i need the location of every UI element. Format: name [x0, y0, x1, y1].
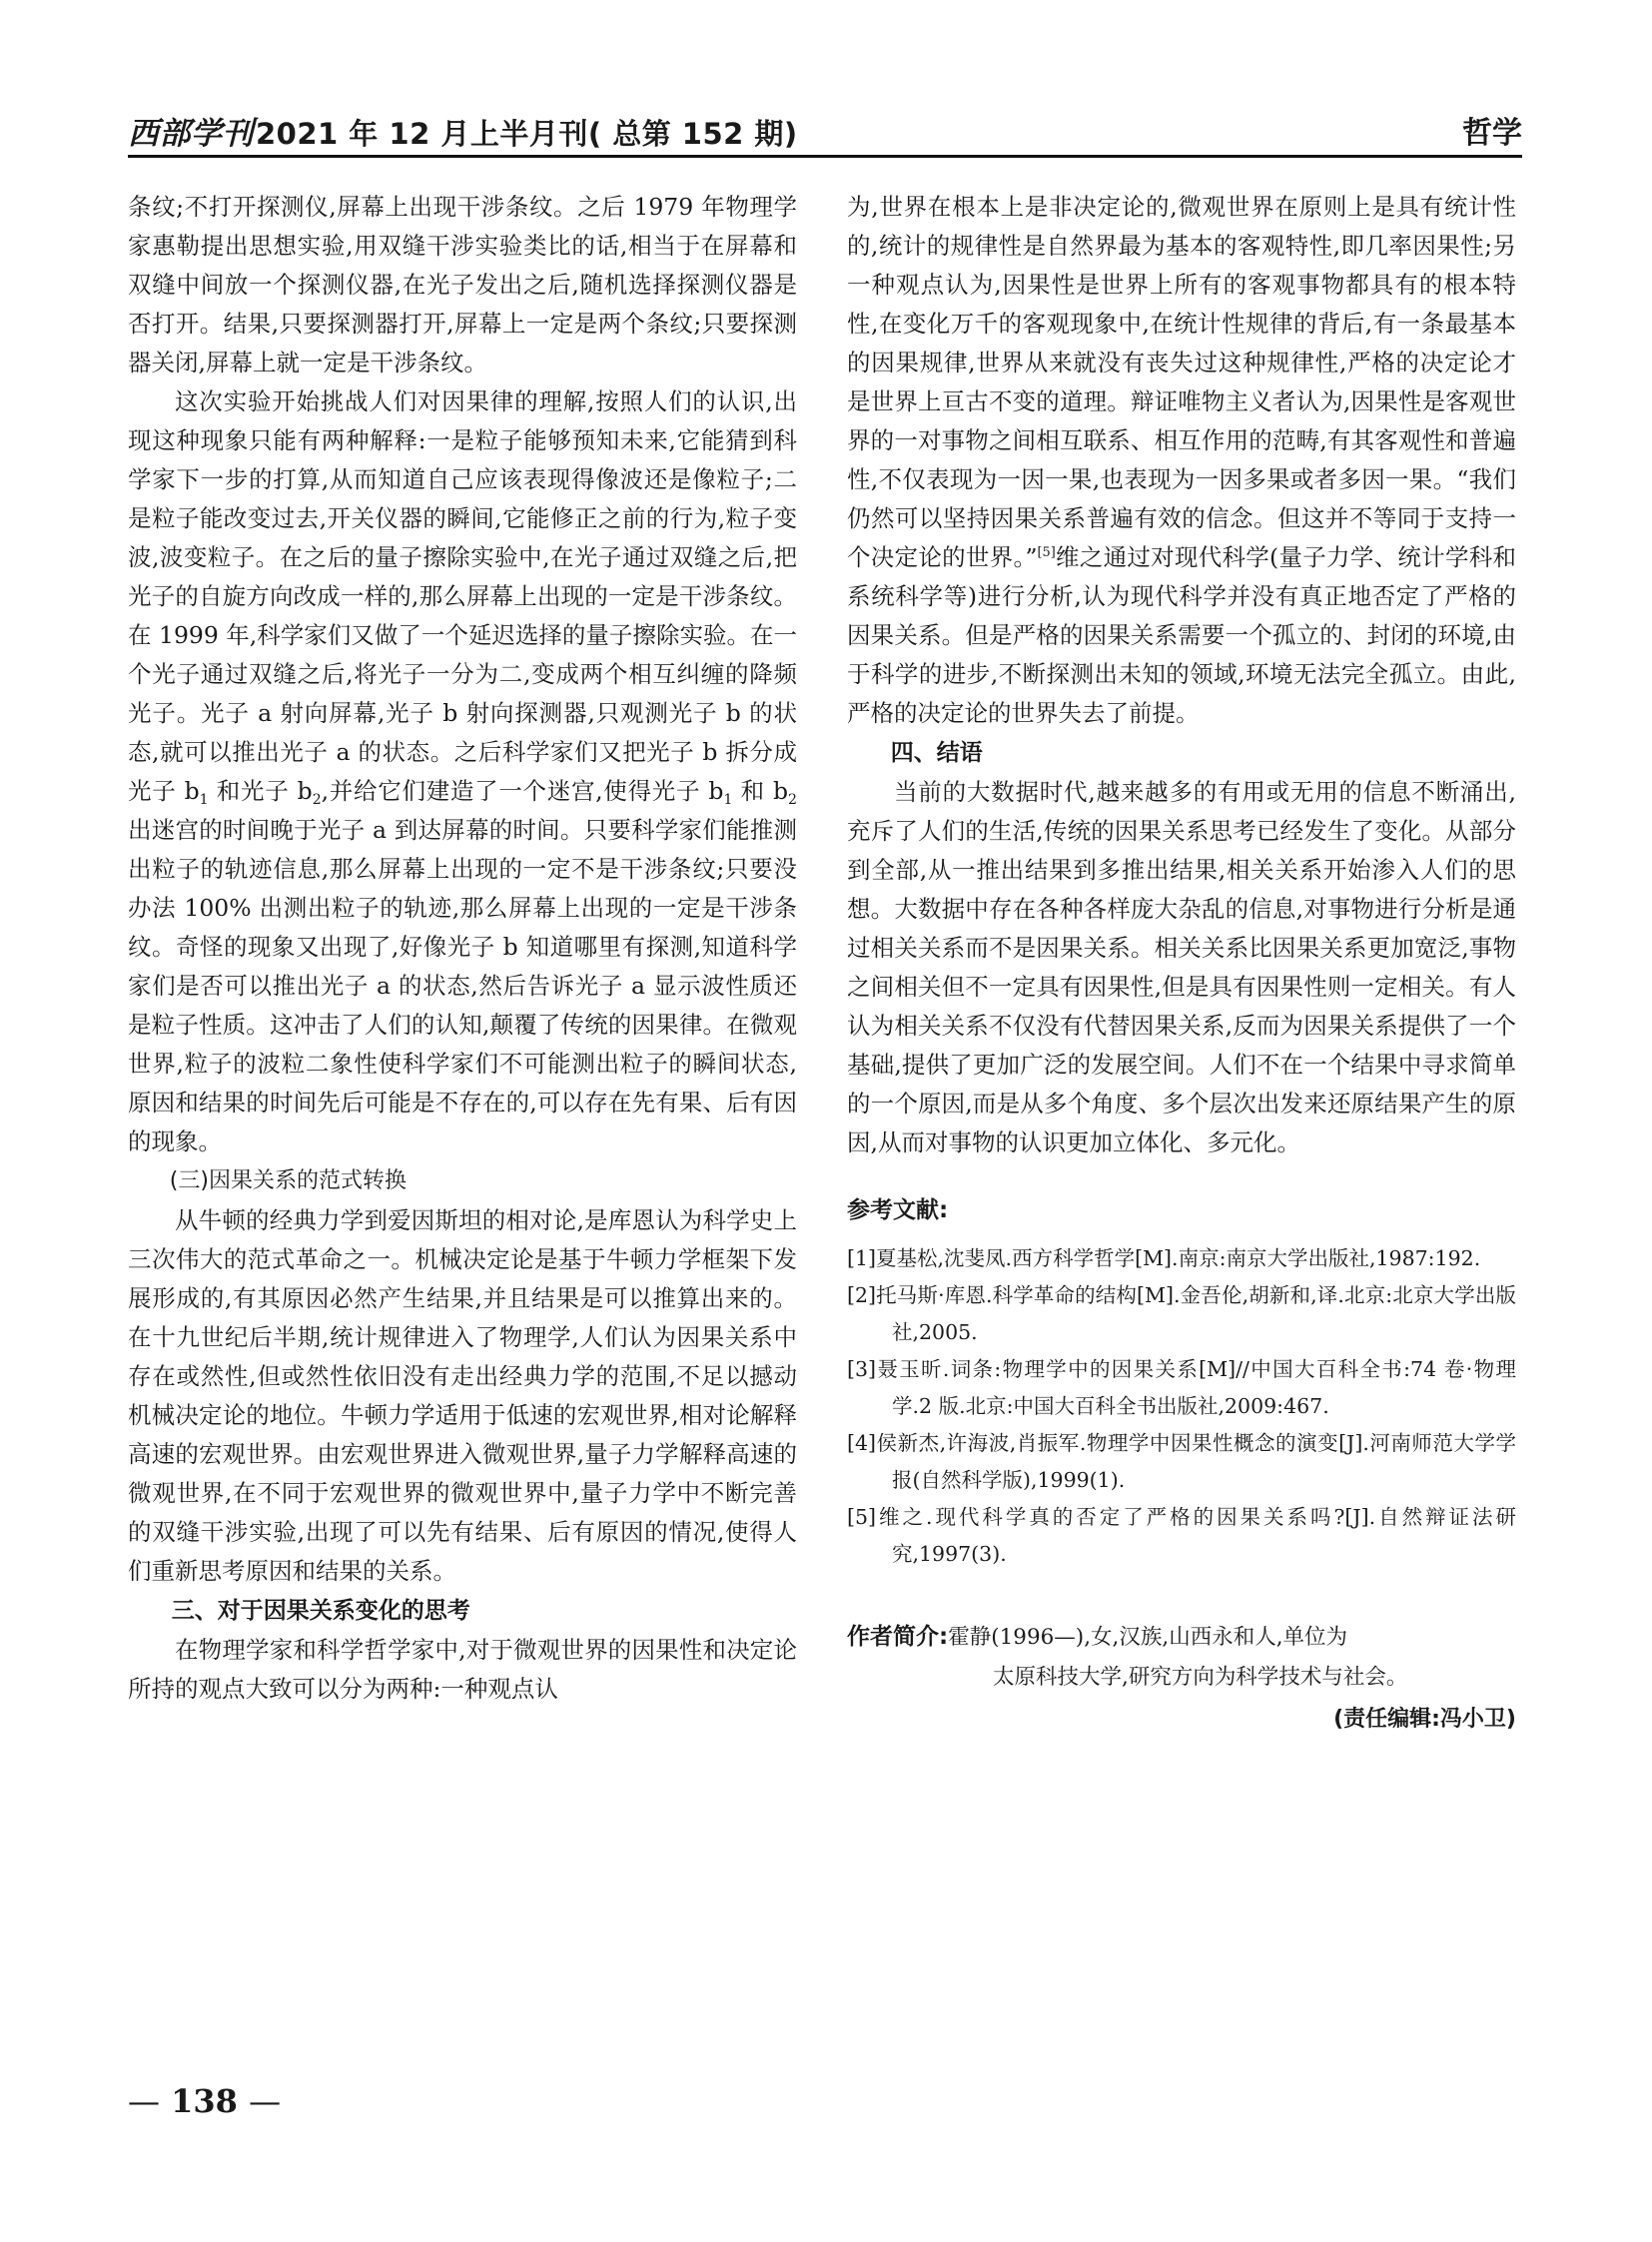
- reference-item: [1]夏基松,沈斐凤.西方科学哲学[M].南京:南京大学出版社,1987:192.: [847, 1246, 1481, 1270]
- subsection-heading: (三)因果关系的范式转换: [169, 1168, 407, 1193]
- left-column: [128, 188, 797, 1709]
- paragraph: 这次实验开始挑战人们对因果律的理解,按照人们的认识,出现这种现象只能有两种解释:一是粒子能够预知未来,它能猜到科学家下一步的打算,从而知道自己应该表现得像波还是像粒子;二是粒子能改变过去,开关仪器的瞬间,它能修正之前的行为,粒子变波,波变粒子。在之后的量子擦除实验中,在光子通过双缝之后,把光子的自旋方向改成一样的,那么屏幕上出现的一定是干涉条纹。在 1999 年,科学家们又做了一个延迟选择的量子擦除实验。在一个光子通过双缝之后,将光子一分为二,变成两个相互纠缠的降频光子。光子 a 射向屏幕,光子 b 射向探测器,只观测光子 b 的状态,就可以推出光子 a 的状态。之后科学家们又把光子 b 拆分成光子 $b_1$ 和光子 $b_2$,并给它们建造了一个迷宫,使得光子 $b_1$ 和 $b_2$ 出迷宫的时间晚于光子 a 到达屏幕的时间。只要科学家们能推测出粒子的轨迹信息,那么屏幕上出现的一定不是干涉条纹;只要没办法 100% 出测出粒子的轨迹,那么屏幕上出现的一定是干涉条纹。奇怪的现象又出现了,好像光子 b 知道哪里有探测,知道科学家们是否可以推出光子 a 的状态,然后告诉光子 a 显示波性质还是粒子性质。这冲击了人们的认知,颠覆了传统的因果律。在微观世界,粒子的波粒二象性使科学家们不可能测出粒子的瞬间状态,原因和结果的时间先后可能是不存在的,可以存在先有果、后有因的现象。: [128, 387, 798, 1155]
- section-name: 哲学: [1462, 116, 1522, 151]
- paragraph: 条纹;不打开探测仪,屏幕上出现干涉条纹。之后 1979 年物理学家惠勒提出思想实验,用双缝干涉实验类比的话,相当于在屏幕和双缝中间放一个探测仪器,在光子发出之后,随机选择探测仪器是否打开。结果,只要探测器打开,屏幕上一定是两个条纹;只要探测器关闭,屏幕上就一定是干涉条纹。: [128, 193, 797, 376]
- journal-title: [128, 108, 798, 153]
- dash: —: [128, 2082, 160, 2120]
- citation-marker: [5]: [1037, 544, 1056, 560]
- section-heading: 三、对于因果关系变化的思考: [171, 1598, 470, 1624]
- dash: —: [249, 2082, 282, 2120]
- page-header: [128, 108, 1522, 154]
- author-text: 霍静(1996—),女,汉族,山西永和人,单位为: [948, 1625, 1348, 1650]
- page-number-value: 138: [171, 2082, 238, 2120]
- header-rule: [128, 155, 1522, 158]
- references-title: 参考文献:: [847, 1197, 949, 1223]
- issue-info: 2021 年 12 月上半月刊( 总第 152 期): [256, 117, 798, 151]
- reference-item: [4]侯新杰,许海波,肖振军.物理学中因果性概念的演变[J].河南师范大学学报(自然科学版),1999(1).: [847, 1431, 1516, 1492]
- reference-item: [3]聂玉昕.词条:物理学中的因果关系[M]//中国大百科全书:74 卷·物理学.2 版.北京:中国大百科全书出版社,2009:467.: [847, 1357, 1516, 1418]
- author-bio: [847, 1617, 1516, 1698]
- reference-item: [5]维之.现代科学真的否定了严格的因果关系吗?[J].自然辩证法研究,1997(3).: [847, 1505, 1516, 1566]
- page-number: [128, 2082, 281, 2120]
- paragraph: 从牛顿的经典力学到爱因斯坦的相对论,是库恩认为科学史上三次伟大的范式革命之一。机械决定论是基于牛顿力学框架下发展形成的,有其原因必然产生结果,并且结果是可以推算出来的。在十九世纪后半期,统计规律进入了物理学,人们认为因果关系中存在或然性,但或然性依旧没有走出经典力学的范围,不足以撼动机械决定论的地位。牛顿力学适用于低速的宏观世界,相对论解释高速的宏观世界。由宏观世界进入微观世界,量子力学解释高速的微观世界,在不同于宏观世界的微观世界中,量子力学中不断完善的双缝干涉实验,出现了可以先有结果、后有原因的情况,使得人们重新思考原因和结果的关系。: [128, 1206, 797, 1585]
- section-heading: 四、结语: [890, 740, 983, 766]
- journal-logo: 西部学刊: [128, 116, 254, 152]
- paragraph: 在物理学家和科学哲学家中,对于微观世界的因果性和决定论所持的观点大致可以分为两种:一种观点认: [128, 1636, 797, 1703]
- right-column: [847, 188, 1516, 1740]
- author-text: 太原科技大学,研究方向为科学技术与社会。: [993, 1665, 1408, 1690]
- reference-item: [2]托马斯·库恩.科学革命的结构[M].金吾伦,胡新和,译.北京:北京大学出版社,2005.: [847, 1283, 1516, 1344]
- paragraph: 当前的大数据时代,越来越多的有用或无用的信息不断涌出,充斥了人们的生活,传统的因果关系思考已经发生了变化。从部分到全部,从一推出结果到多推出结果,相关关系开始渗入人们的思想。大数据中存在各种各样庞大杂乱的信息,对事物进行分析是通过相关关系而不是因果关系。相关关系比因果关系更加宽泛,事物之间相关但不一定具有因果性,但是具有因果性则一定相关。有人认为相关关系不仅没有代替因果关系,反而为因果关系提供了一个基础,提供了更加广泛的发展空间。人们不在一个结果中寻求简单的一个原因,而是从多个角度、多个层次出发来还原结果产生的原因,从而对事物的认识更加立体化、多元化。: [847, 778, 1516, 1156]
- author-label: 作者简介:: [847, 1624, 949, 1650]
- editor-note: (责任编辑:冯小卫): [1333, 1707, 1516, 1732]
- paragraph: 为,世界在根本上是非决定论的,微观世界在原则上是具有统计性的,统计的规律性是自然界最为基本的客观特性,即几率因果性;另一种观点认为,因果性是世界上所有的客观事物都具有的根本特性,在变化万千的客观现象中,在统计性规律的背后,有一条最基本的因果规律,世界从来就没有丧失过这种规律性,严格的决定论才是世界上亘古不变的道理。辩证唯物主义者认为,因果性是客观世界的一对事物之间相互联系、相互作用的范畴,有其客观性和普遍性,不仅表现为一因一果,也表现为一因多果或者多因一果。“我们仍然可以坚持因果关系普遍有效的信念。但这并不等同于支持一个决定论的世界。”[5]维之通过对现代科学(量子力学、统计学科和系统科学等)进行分析,认为现代科学并没有真正地否定了严格的因果关系。但是严格的因果关系需要一个孤立的、封闭的环境,由于科学的进步,不断探测出未知的领域,环境无法完全孤立。由此,严格的决定论的世界失去了前提。: [847, 193, 1516, 727]
